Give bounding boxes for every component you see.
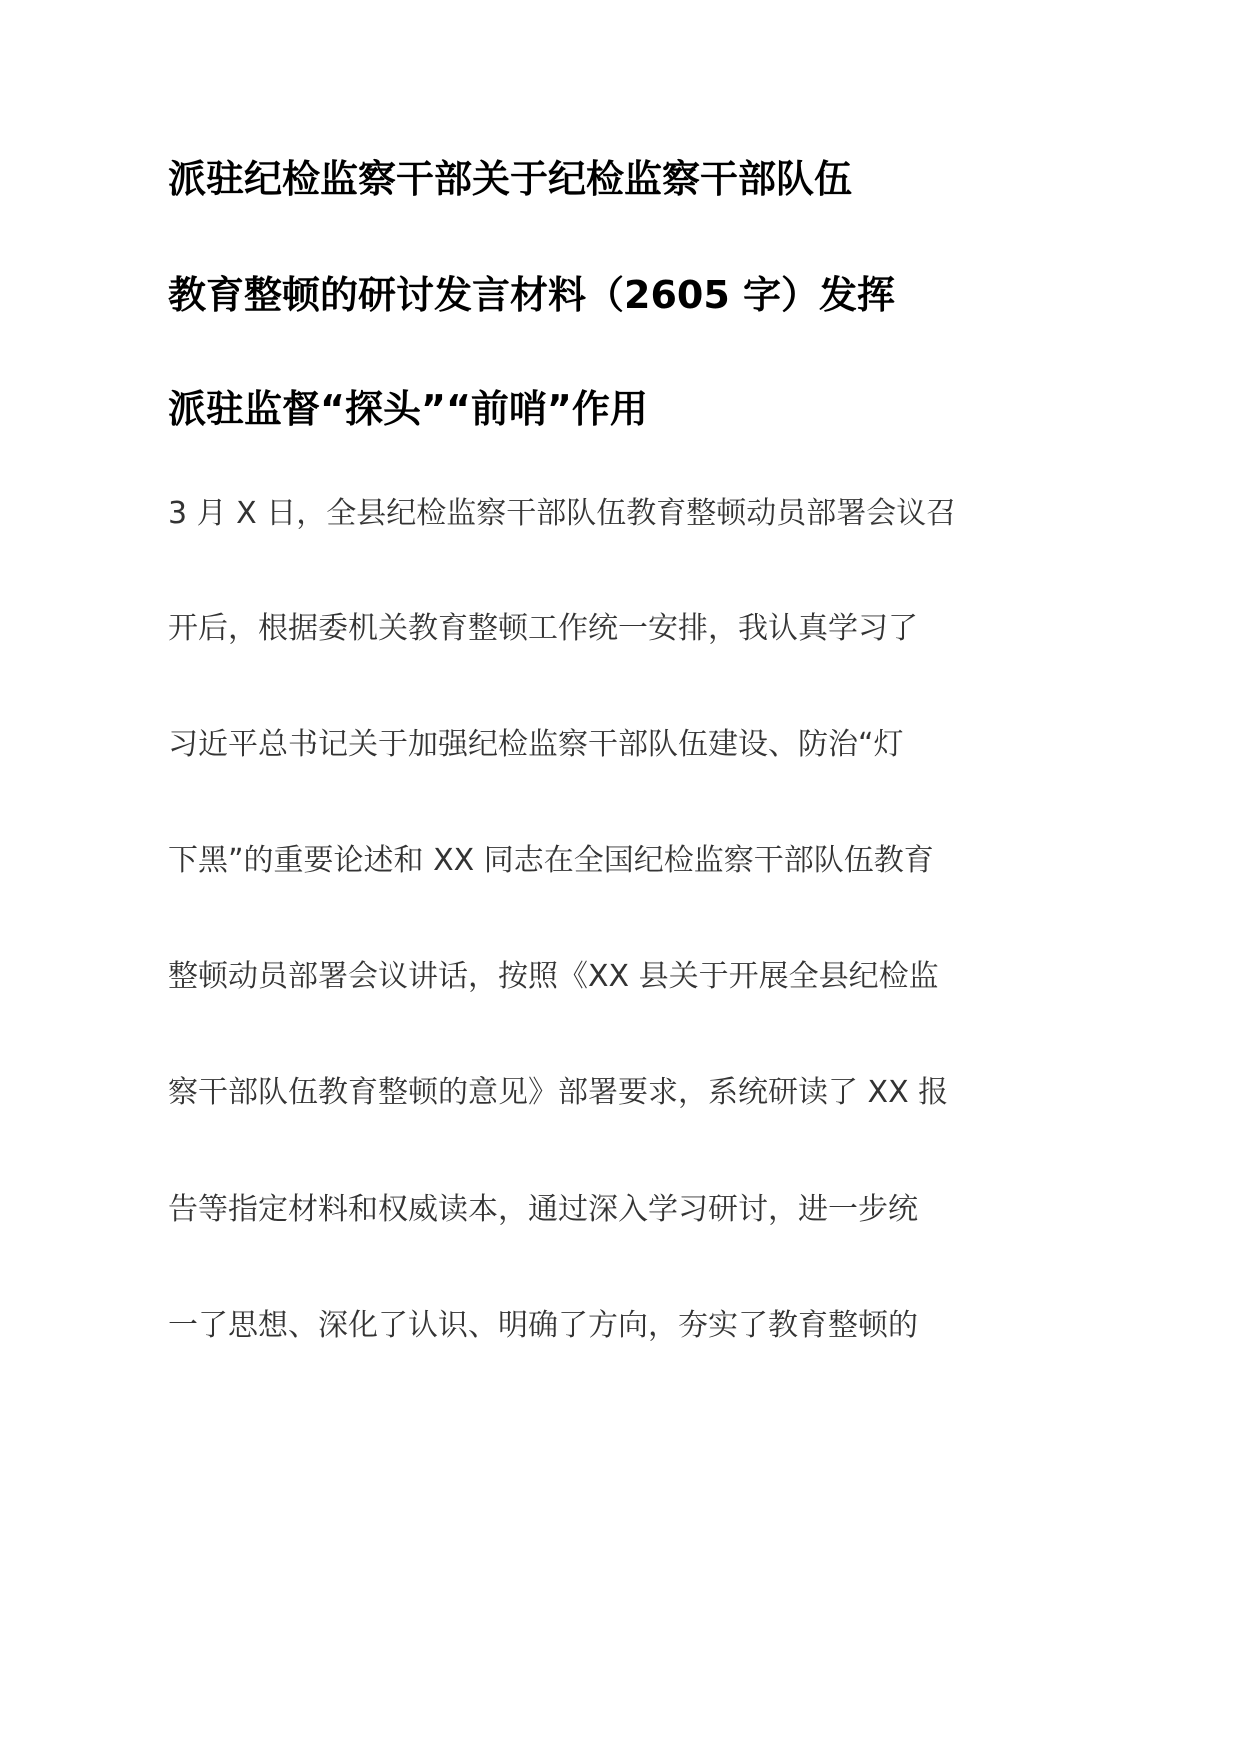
title-line-3: 派驻监督“探头”“前哨”作用 — [168, 387, 648, 431]
body-line-4: 下黑”的重要论述和 XX 同志在全国纪检监察干部队伍教育 — [168, 843, 934, 878]
body-line-7: 告等指定材料和权威读本，通过深入学习研讨，进一步统 — [168, 1192, 918, 1227]
body-line-5: 整顿动员部署会议讲话，按照《XX 县关于开展全县纪检监 — [168, 959, 939, 994]
body-line-2: 开后，根据委机关教育整顿工作统一安排，我认真学习了 — [168, 611, 918, 646]
body-line-8: 一了思想、深化了认识、明确了方向，夯实了教育整顿的 — [168, 1308, 918, 1343]
body-line-6: 察干部队伍教育整顿的意见》部署要求，系统研读了 XX 报 — [168, 1075, 949, 1110]
title-line-1: 派驻纪检监察干部关于纪检监察干部队伍 — [168, 157, 853, 201]
body-line-1: 3 月 X 日，全县纪检监察干部队伍教育整顿动员部署会议召 — [168, 496, 957, 531]
body-line-3: 习近平总书记关于加强纪检监察干部队伍建设、防治“灯 — [168, 727, 904, 762]
title-line-2: 教育整顿的研讨发言材料（2605 字）发挥 — [168, 273, 895, 317]
